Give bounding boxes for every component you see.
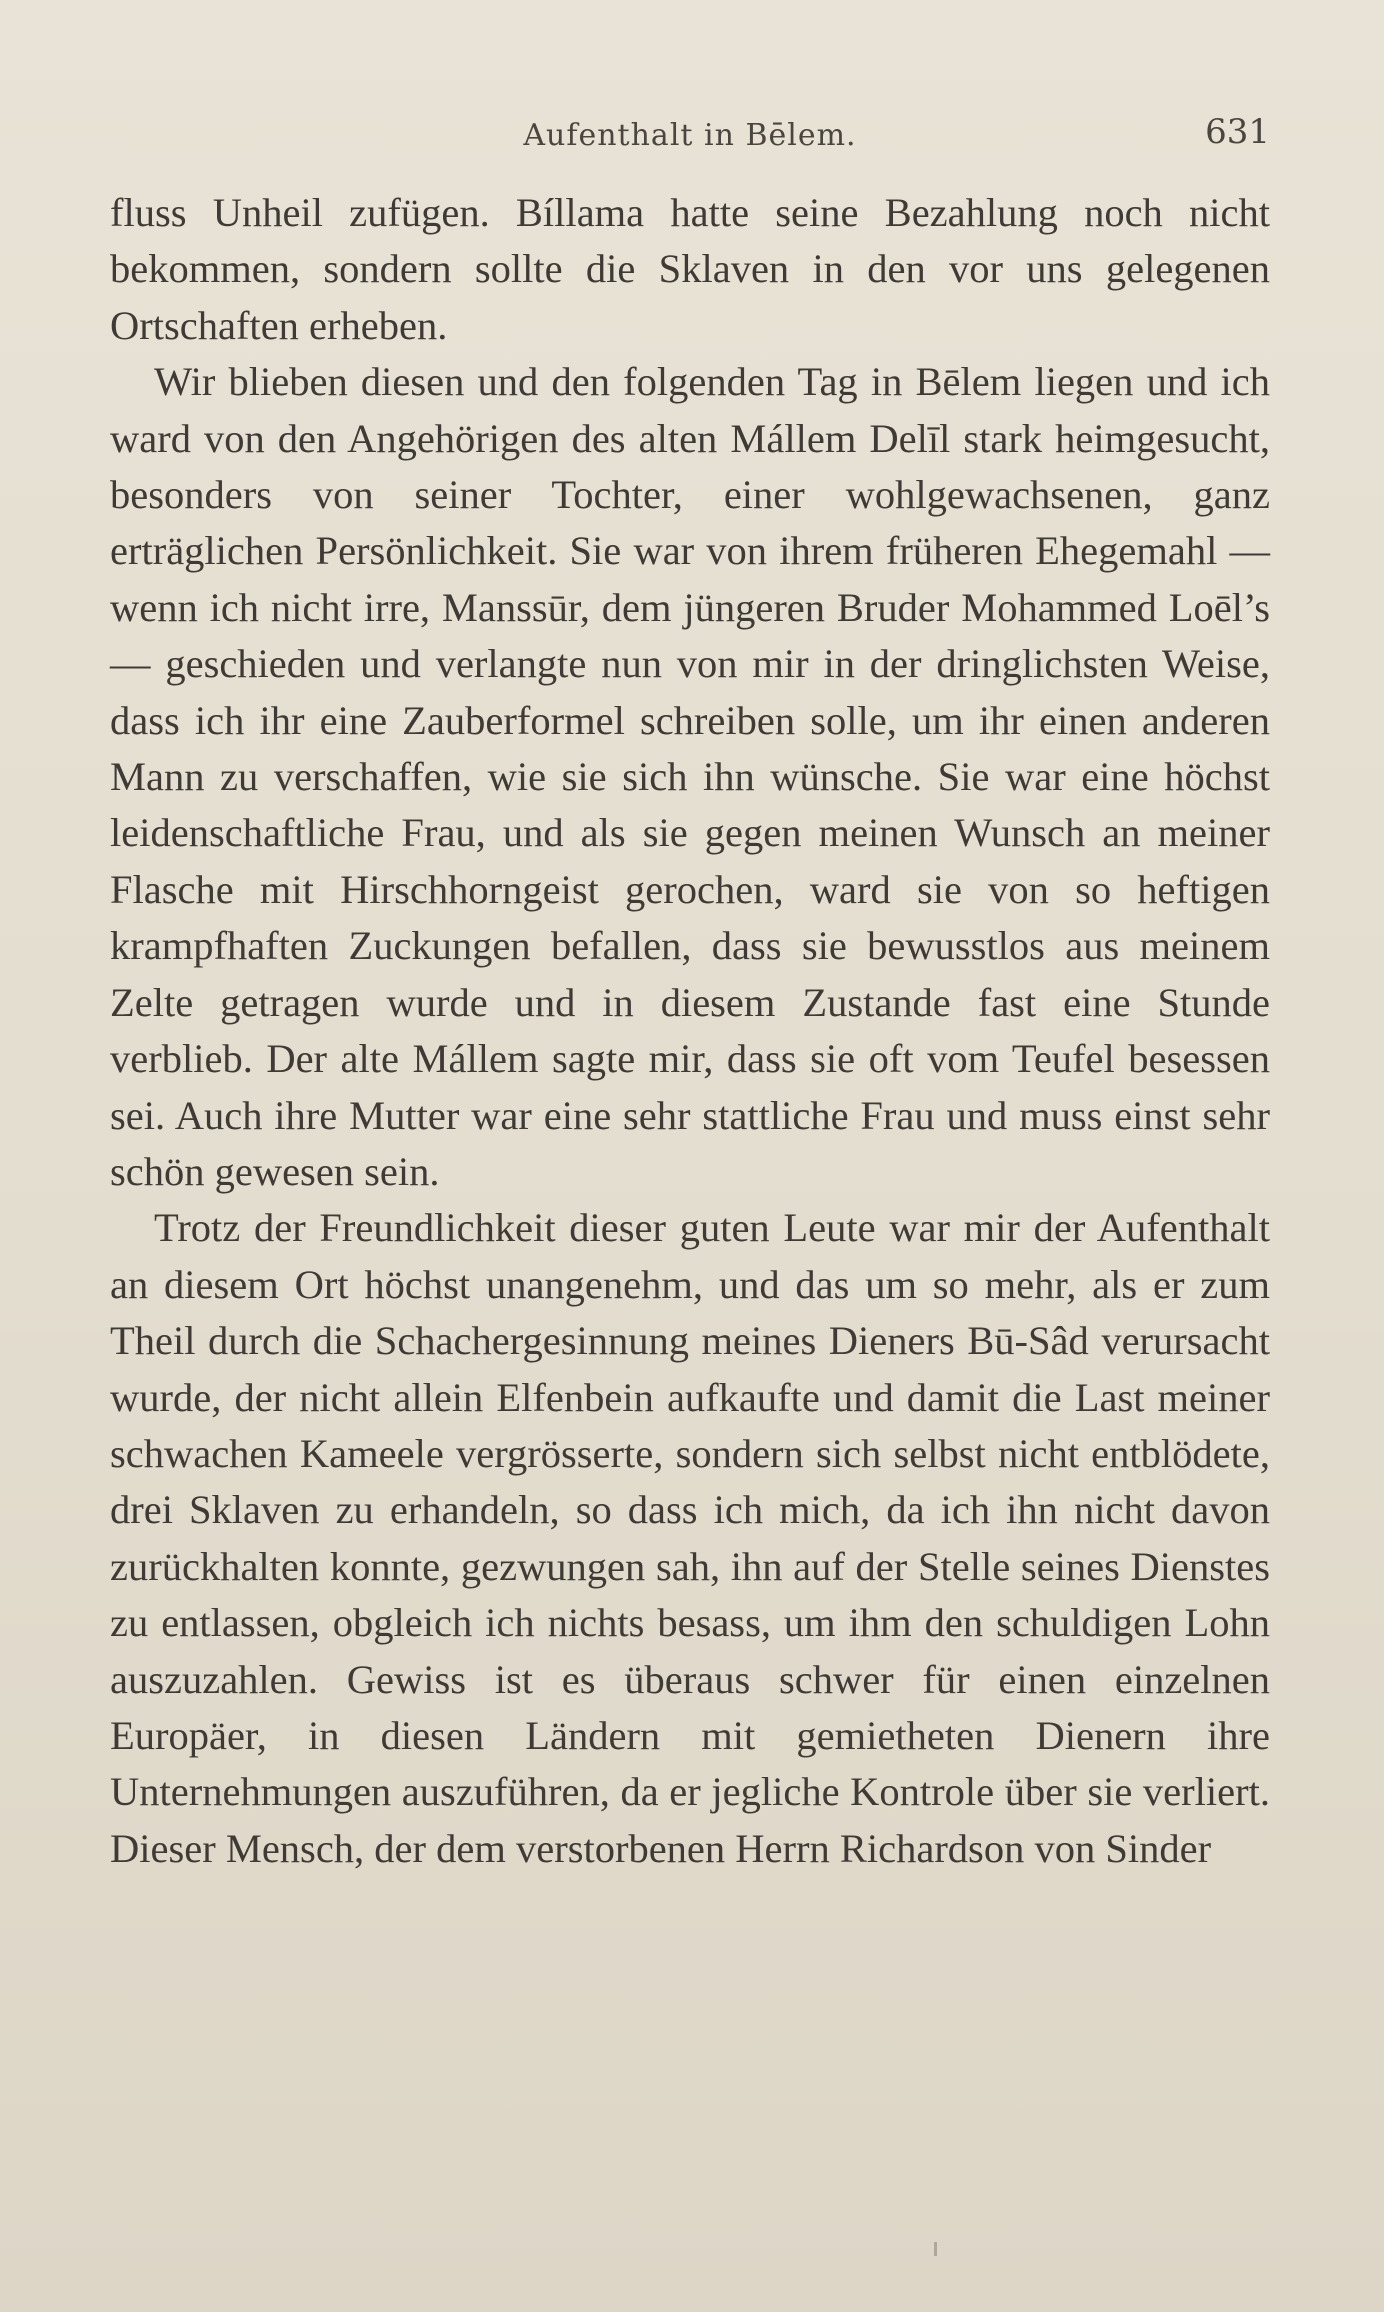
running-head: Aufenthalt in Bēlem. [523, 118, 857, 153]
paragraph-1: fluss Unheil zufügen. Bíllama hatte seine Bezahlung noch nicht bekommen, sondern sollte die Sklaven in den vor uns gelegenen Ortschaften erheben. [110, 190, 1270, 348]
paper-speck [934, 2242, 937, 2256]
paragraph-2: Wir blieben diesen und den folgenden Tag in Bēlem liegen und ich ward von den Angehörigen des alten Mállem Delīl stark heimgesucht, besonders von seiner Tochter, einer wohlgewachsenen, ganz erträglichen Persönlichkeit. Sie war von ihrem früheren Ehegemahl — wenn ich nicht irre, Manssūr, dem jüngeren Bruder Mohammed Loēl’s — geschieden und verlangte nun von mir in der dringlichsten Weise, dass ich ihr eine Zauberformel schreiben solle, um ihr einen anderen Mann zu verschaffen, wie sie sich ihn wünsche. Sie war eine höchst leidenschaftliche Frau, und als sie gegen meinen Wunsch an meiner Flasche mit Hirschhorngeist gerochen, ward sie von so heftigen krampfhaften Zuckungen befallen, dass sie bewusstlos aus meinem Zelte getragen wurde und in diesem Zustande fast eine Stunde verblieb. Der alte Mállem sagte mir, dass sie oft vom Teufel besessen sei. Auch ihre Mutter war eine sehr stattliche Frau und muss einst sehr schön gewesen sein. [110, 359, 1270, 1194]
body-text [110, 185, 1270, 1877]
page-header [110, 112, 1270, 162]
page-number: 631 [1205, 112, 1270, 152]
paragraph-3: Trotz der Freundlichkeit dieser guten Leute war mir der Aufenthalt an diesem Ort höchst unangenehm, und das um so mehr, als er zum Theil durch die Schachergesinnung meines Dieners Bū-Sâd verursacht wurde, der nicht allein Elfenbein aufkaufte und damit die Last meiner schwachen Kameele vergrösserte, sondern sich selbst nicht entblödete, drei Sklaven zu erhandeln, so dass ich mich, da ich ihn nicht davon zurückhalten konnte, gezwungen sah, ihn auf der Stelle seines Dienstes zu entlassen, obgleich ich nichts besass, um ihm den schuldigen Lohn auszuzahlen. Gewiss ist es überaus schwer für einen einzelnen Europäer, in diesen Ländern mit gemietheten Dienern ihre Unternehmungen auszuführen, da er jegliche Kontrole über sie verliert. Dieser Mensch, der dem verstorbenen Herrn Richardson von Sinder [110, 1205, 1270, 1871]
